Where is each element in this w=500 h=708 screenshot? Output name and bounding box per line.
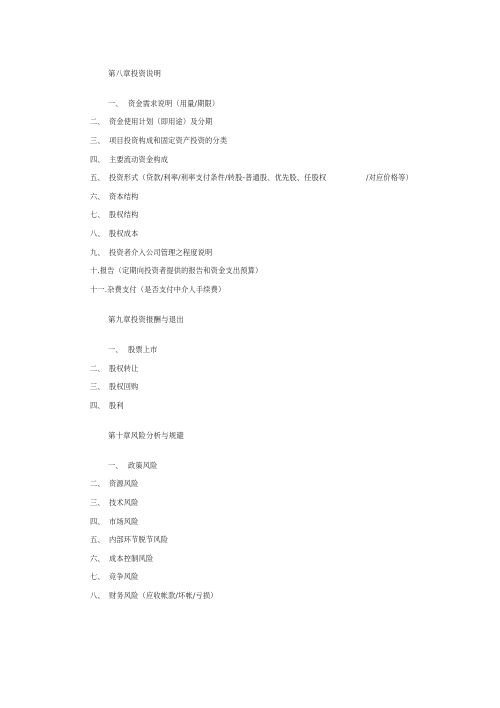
item-number: 三、	[90, 498, 105, 507]
item-text: 竞争风险	[109, 572, 139, 581]
item-text: 项目投资构成和固定资产投资的分类	[109, 136, 228, 145]
item-number: 一、	[108, 461, 123, 470]
chapter-10-title: 第十章风险分析与规避	[108, 431, 184, 440]
item-number: 二、	[90, 479, 105, 488]
item-text: 股利	[109, 401, 124, 410]
item-text: 财务风险（应收帐款/坏帐/亏损）	[109, 591, 218, 600]
item-text: 市场风险	[109, 517, 139, 526]
item-number: 五、	[90, 173, 105, 182]
item-text: 投资形式（贷款/利率/利率支付条件/转股-普通股、优先股、任股权	[109, 173, 327, 182]
item-number: 四、	[90, 155, 105, 164]
chapter-8-title: 第八章投资说明	[108, 69, 162, 78]
list-item: 十一.杂费支付（是否支付中介人手续费）	[90, 285, 226, 294]
item-text: 政策风险	[128, 461, 158, 470]
chapter-9-title: 第九章投资报酬与退出	[108, 315, 184, 324]
item-text: 主要流动资金构成	[109, 155, 169, 164]
item-text-tail: /对应价格等）	[366, 173, 413, 182]
item-number: 一、	[108, 345, 123, 354]
item-number: 四、	[90, 517, 105, 526]
item-number: 二、	[90, 364, 105, 373]
item-text: 技术风险	[109, 498, 139, 507]
item-number: 四、	[90, 401, 105, 410]
item-text: 股权回购	[109, 382, 139, 391]
item-text: 资金需求说明（用量/期限）	[128, 99, 220, 108]
item-number: 七、	[90, 572, 105, 581]
item-number: 八、	[90, 229, 105, 238]
item-number: 一、	[108, 99, 123, 108]
item-number: 六、	[90, 554, 105, 563]
item-number: 九、	[90, 248, 105, 257]
item-number: 七、	[90, 210, 105, 219]
item-number: 六、	[90, 192, 105, 201]
item-number: 八、	[90, 591, 105, 600]
item-text: 资本结构	[109, 192, 139, 201]
item-number: 三、	[90, 136, 105, 145]
item-number: 三、	[90, 382, 105, 391]
item-text: 股权转让	[109, 364, 139, 373]
item-text: 股票上市	[128, 345, 158, 354]
item-text: 股权结构	[109, 210, 139, 219]
item-text: 内部环节脱节风险	[109, 535, 169, 544]
item-text: 成本控制风险	[109, 554, 154, 563]
list-item: 十.报告（定期向投资者提供的报告和资金支出预算）	[90, 266, 263, 275]
item-number: 五、	[90, 535, 105, 544]
item-text: 股权成本	[109, 229, 139, 238]
item-text: 资源风险	[109, 479, 139, 488]
item-number: 二、	[90, 117, 105, 126]
item-text: 投资者介入公司管理之程度说明	[109, 248, 213, 257]
item-text: 资金使用计划（即用途）及分期	[109, 117, 213, 126]
